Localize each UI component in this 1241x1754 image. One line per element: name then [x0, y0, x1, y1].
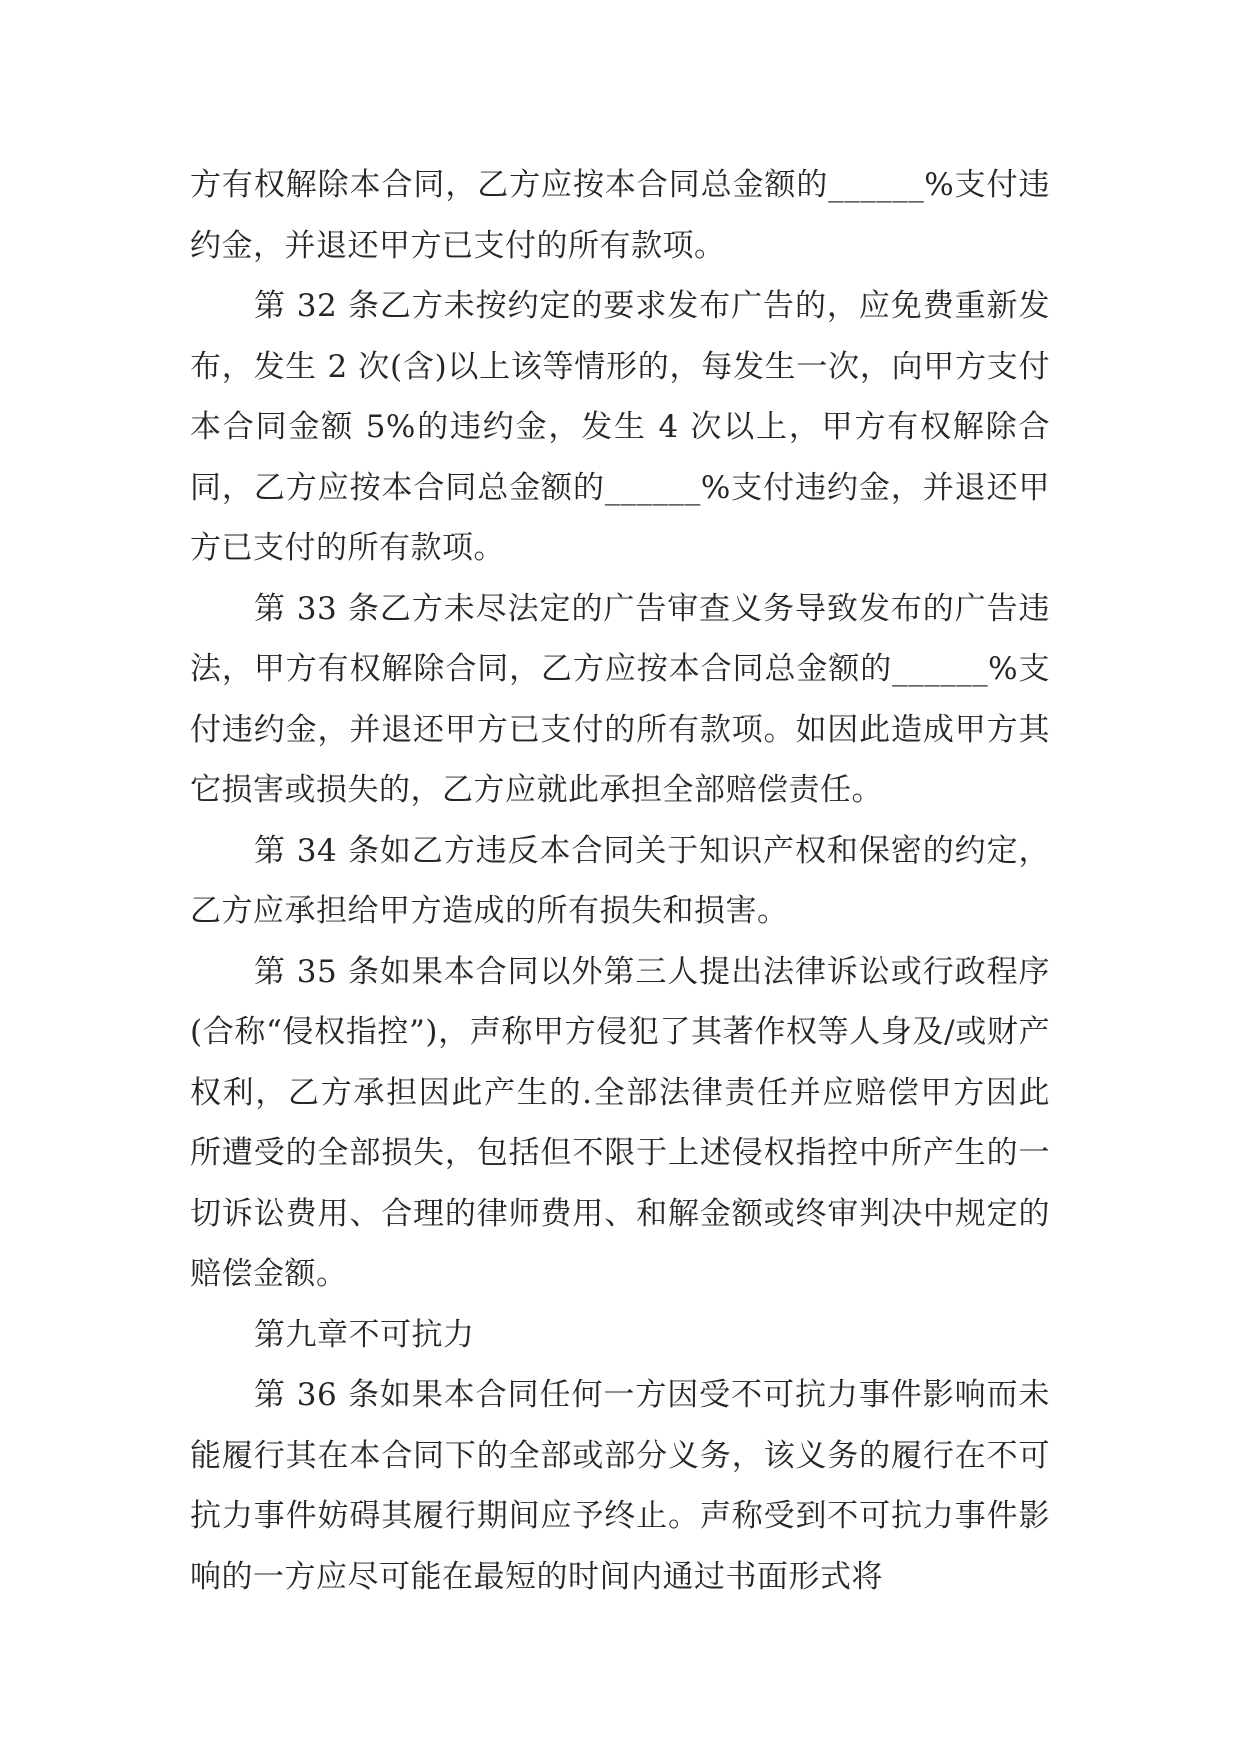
- paragraph-article-33: 第 33 条乙方未尽法定的广告审查义务导致发布的广告违法，甲方有权解除合同，乙方应按本合同总金额的______%支付违约金，并退还甲方已支付的所有款项。如因此造成甲方其它损害或损失的，乙方应就此承担全部赔偿责任。: [190, 590, 1050, 808]
- paragraph-article-36: 第 36 条如果本合同任何一方因受不可抗力事件影响而未能履行其在本合同下的全部或部分义务，该义务的履行在不可抗力事件妨碍其履行期间应予终止。声称受到不可抗力事件影响的一方应尽可能在最短的时间内通过书面形式将: [190, 1377, 1050, 1595]
- document-body: [190, 155, 1050, 1607]
- chapter-heading: 第九章不可抗力: [254, 1316, 475, 1353]
- paragraph-continuation: 方有权解除本合同，乙方应按本合同总金额的______%支付违约金，并退还甲方已支付的所有款项。: [190, 167, 1050, 264]
- paragraph-article-32: 第 32 条乙方未按约定的要求发布广告的，应免费重新发布，发生 2 次(含)以上该等情形的，每发生一次，向甲方支付本合同金额 5%的违约金，发生 4 次以上，甲方有权解除合同，乙方应按本合同总金额的______%支付违约金，并退还甲方已支付的所有款项。: [190, 288, 1050, 566]
- paragraph-article-35: 第 35 条如果本合同以外第三人提出法律诉讼或行政程序(合称“侵权指控”)，声称甲方侵犯了其著作权等人身及/或财产权利，乙方承担因此产生的.全部法律责任并应赔偿甲方因此所遭受的全部损失，包括但不限于上述侵权指控中所产生的一切诉讼费用、合理的律师费用、和解金额或终审判决中规定的赔偿金额。: [190, 953, 1050, 1292]
- paragraph-article-34: 第 34 条如乙方违反本合同关于知识产权和保密的约定，乙方应承担给甲方造成的所有损失和损害。: [190, 832, 1050, 929]
